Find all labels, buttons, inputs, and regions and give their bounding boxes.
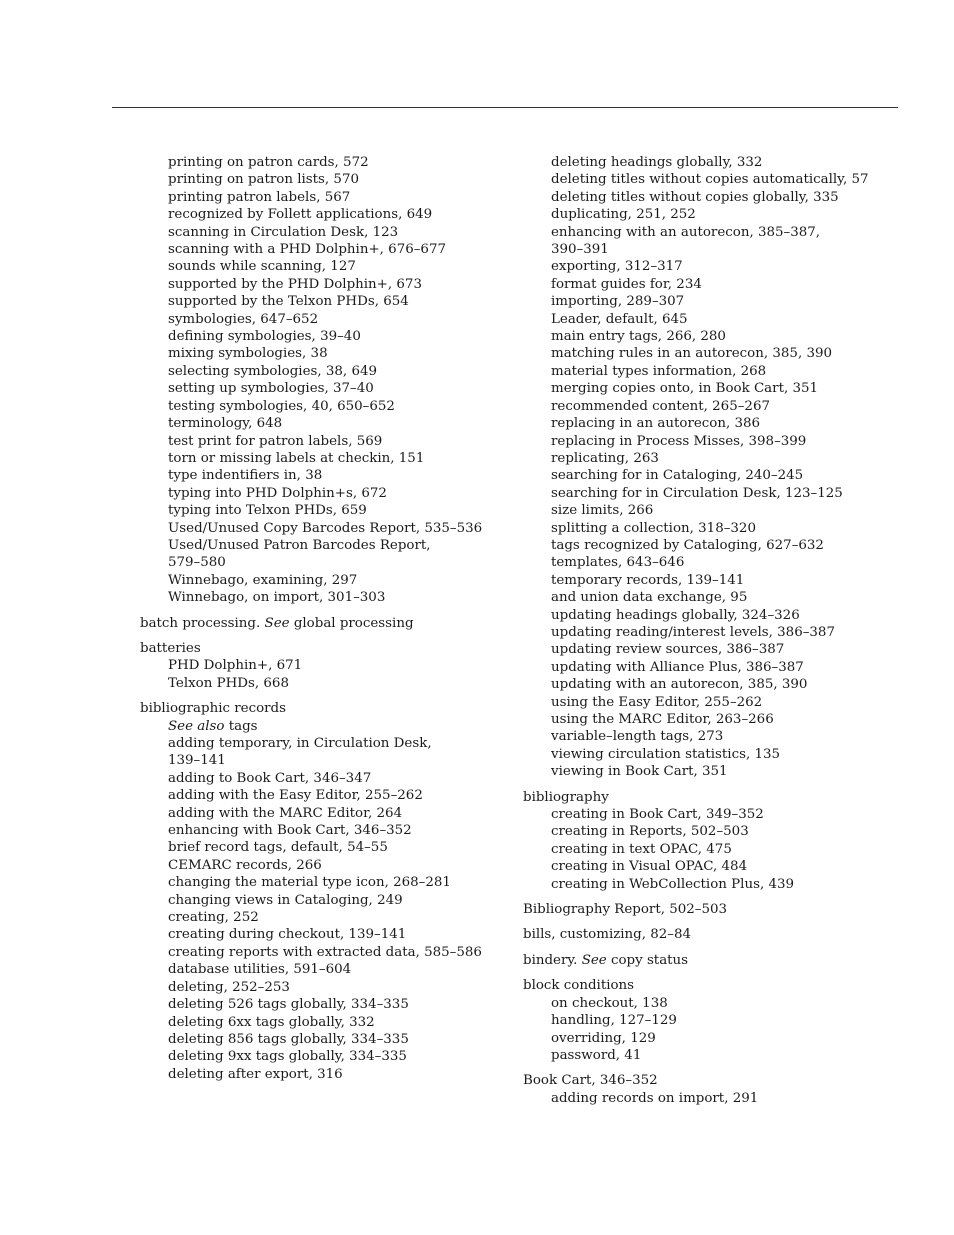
index-heading: block conditions (523, 978, 635, 994)
index-subentry: changing views in Cataloging, 249 (168, 892, 403, 908)
index-subentry: creating in Visual OPAC, 484 (551, 859, 748, 875)
index-subentry: supported by the Telxon PHDs, 654 (168, 294, 409, 310)
index-subentry: changing the material type icon, 268–281 (168, 875, 451, 891)
index-subentry: on checkout, 138 (551, 995, 668, 1011)
index-entry-bibliography (523, 789, 853, 893)
index-subentry: creating in Reports, 502–503 (551, 824, 749, 840)
see-also-reference: See also (168, 718, 225, 734)
header-rule (112, 107, 898, 108)
index-term: batch processing. (140, 615, 261, 631)
index-subentry: viewing circulation statistics, 135 (551, 746, 781, 762)
index-subentry: scanning in Circulation Desk, 123 (168, 224, 399, 240)
index-subentry: printing on patron cards, 572 (168, 155, 369, 170)
index-subentry: recommended content, 265–267 (551, 398, 770, 414)
index-heading: batteries (140, 640, 201, 656)
index-heading (140, 615, 500, 632)
index-subentry: Used/Unused Patron Barcodes Report, (168, 537, 431, 553)
index-subentry: scanning with a PHD Dolphin+, 676–677 (168, 242, 446, 258)
index-subentry: defining symbologies, 39–40 (168, 329, 361, 345)
index-subentry: symbologies, 647–652 (168, 311, 319, 327)
index-subentry: Winnebago, examining, 297 (168, 572, 358, 588)
index-subentry: using the MARC Editor, 263–266 (551, 712, 774, 727)
index-heading: Bibliography Report, 502–503 (523, 902, 728, 918)
index-entry-block-conditions (523, 977, 853, 1064)
index-subentry: deleting titles without copies automatically, 57 (551, 172, 869, 188)
index-subentry: importing, 289–307 (551, 294, 685, 310)
see-target: global processing (293, 615, 414, 631)
index-subentry: temporary records, 139–141 (551, 572, 745, 588)
index-subentry: creating in WebCollection Plus, 439 (551, 876, 795, 892)
index-subentry: password, 41 (551, 1047, 642, 1063)
index-entry-book-cart (523, 1072, 853, 1107)
index-subentry: using the Easy Editor, 255–262 (551, 694, 763, 710)
index-subentry: searching for in Circulation Desk, 123–125 (551, 485, 843, 501)
index-subentry: creating reports with extracted data, 585–586 (168, 944, 482, 960)
index-subentry: typing into PHD Dolphin+s, 672 (168, 485, 387, 501)
index-subentry: material types information, 268 (551, 363, 767, 379)
index-subentry: variable–length tags, 273 (551, 729, 724, 745)
index-subentry: sounds while scanning, 127 (168, 259, 356, 275)
index-column-right (523, 154, 869, 1115)
index-subentry: terminology, 648 (168, 416, 283, 432)
index-subentry: deleting 526 tags globally, 334–335 (168, 997, 409, 1013)
index-subentry: adding to Book Cart, 346–347 (168, 770, 372, 786)
index-entry-barcodes-continued (140, 154, 500, 607)
index-subentry: testing symbologies, 40, 650–652 (168, 398, 395, 414)
index-subentry: Winnebago, on import, 301–303 (168, 590, 386, 606)
index-subentry: and union data exchange, 95 (551, 590, 748, 606)
index-subentry: adding temporary, in Circulation Desk, (168, 736, 432, 751)
index-subentry: creating, 252 (168, 910, 259, 926)
index-subentry: deleting headings globally, 332 (551, 155, 763, 170)
index-subentry: enhancing with Book Cart, 346–352 (168, 823, 412, 839)
index-subentry: deleting 6xx tags globally, 332 (168, 1014, 375, 1030)
index-subentry: torn or missing labels at checkin, 151 (168, 450, 425, 466)
index-subentry: merging copies onto, in Book Cart, 351 (551, 381, 819, 397)
index-subentry: Telxon PHDs, 668 (168, 675, 289, 691)
index-entry-batch-processing (140, 615, 500, 632)
index-subentry-continuation: 579–580 (168, 555, 226, 571)
index-subentry: selecting symbologies, 38, 649 (168, 363, 378, 379)
index-heading (523, 952, 853, 969)
index-subentry: tags recognized by Cataloging, 627–632 (551, 537, 824, 553)
index-subentry: deleting, 252–253 (168, 979, 290, 995)
index-subentry: updating reading/interest levels, 386–387 (551, 624, 835, 640)
index-subentry: templates, 643–646 (551, 555, 685, 571)
index-subentry: viewing in Book Cart, 351 (551, 764, 728, 780)
index-entry-bibliographic-records (140, 700, 500, 1083)
index-heading: bills, customizing, 82–84 (523, 927, 692, 943)
index-subentry: updating review sources, 386–387 (551, 642, 785, 658)
index-subentry: printing on patron lists, 570 (168, 172, 359, 188)
index-subentry: adding with the Easy Editor, 255–262 (168, 788, 423, 804)
index-subentry: updating with Alliance Plus, 386–387 (551, 659, 804, 675)
index-heading: bibliographic records (140, 701, 286, 717)
see-reference: See (581, 952, 607, 968)
index-subentry: deleting titles without copies globally, 335 (551, 189, 839, 205)
index-subentry: deleting 856 tags globally, 334–335 (168, 1031, 409, 1047)
index-column-left (140, 154, 500, 1091)
index-heading: Book Cart, 346–352 (523, 1073, 658, 1089)
index-subentry: supported by the PHD Dolphin+, 673 (168, 276, 422, 292)
index-entry-batteries (140, 640, 500, 692)
index-subentry: matching rules in an autorecon, 385, 390 (551, 346, 833, 362)
index-entry-bibliography-report (523, 901, 853, 918)
index-term: bindery. (523, 952, 578, 968)
index-subentry: replacing in Process Misses, 398–399 (551, 433, 807, 449)
index-subentry: creating in text OPAC, 475 (551, 841, 732, 857)
index-subentry: main entry tags, 266, 280 (551, 329, 726, 345)
index-subentry: CEMARC records, 266 (168, 857, 322, 873)
index-heading: bibliography (523, 789, 609, 805)
index-subentry: duplicating, 251, 252 (551, 207, 696, 223)
index-subentry-continuation: 390–391 (551, 242, 609, 258)
index-entry-bindery (523, 952, 853, 969)
see-also-line (140, 718, 500, 735)
index-subentry: creating during checkout, 139–141 (168, 927, 407, 943)
index-subentry: type indentifiers in, 38 (168, 468, 323, 484)
index-subentry: splitting a collection, 318–320 (551, 520, 756, 536)
index-subentry: adding records on import, 291 (551, 1090, 759, 1106)
index-subentry: database utilities, 591–604 (168, 962, 352, 978)
index-subentry: overriding, 129 (551, 1030, 656, 1046)
index-subentry: updating headings globally, 324–326 (551, 607, 800, 623)
index-subentry: PHD Dolphin+, 671 (168, 658, 303, 674)
index-subentry: typing into Telxon PHDs, 659 (168, 503, 367, 519)
index-subentry: deleting after export, 316 (168, 1066, 343, 1082)
index-subentry: brief record tags, default, 54–55 (168, 840, 388, 856)
index-subentry-continuation: 139–141 (168, 753, 226, 769)
index-subentry: replicating, 263 (551, 450, 659, 466)
see-also-target: tags (228, 718, 258, 734)
index-subentry: searching for in Cataloging, 240–245 (551, 468, 804, 484)
index-subentry: exporting, 312–317 (551, 259, 683, 275)
index-subentry: printing patron labels, 567 (168, 189, 351, 205)
index-subentry: mixing symbologies, 38 (168, 346, 328, 362)
index-subentry: Leader, default, 645 (551, 311, 688, 327)
index-subentry: creating in Book Cart, 349–352 (551, 807, 764, 823)
index-subentry: setting up symbologies, 37–40 (168, 381, 374, 397)
index-subentry: recognized by Follett applications, 649 (168, 207, 433, 223)
index-subentry: deleting 9xx tags globally, 334–335 (168, 1049, 407, 1065)
index-subentry: handling, 127–129 (551, 1013, 677, 1029)
index-subentry: format guides for, 234 (551, 276, 702, 292)
see-reference: See (264, 615, 290, 631)
index-entry-bibliographic-records-continued (523, 154, 869, 781)
index-subentry: adding with the MARC Editor, 264 (168, 805, 403, 821)
index-subentry: Used/Unused Copy Barcodes Report, 535–536 (168, 520, 483, 536)
index-subentry: replacing in an autorecon, 386 (551, 416, 761, 432)
index-subentry: test print for patron labels, 569 (168, 433, 383, 449)
index-entry-bills (523, 926, 853, 943)
index-subentry: size limits, 266 (551, 503, 654, 519)
see-target: copy status (610, 952, 689, 968)
index-subentry: updating with an autorecon, 385, 390 (551, 677, 808, 693)
index-subentry: enhancing with an autorecon, 385–387, (551, 224, 821, 240)
